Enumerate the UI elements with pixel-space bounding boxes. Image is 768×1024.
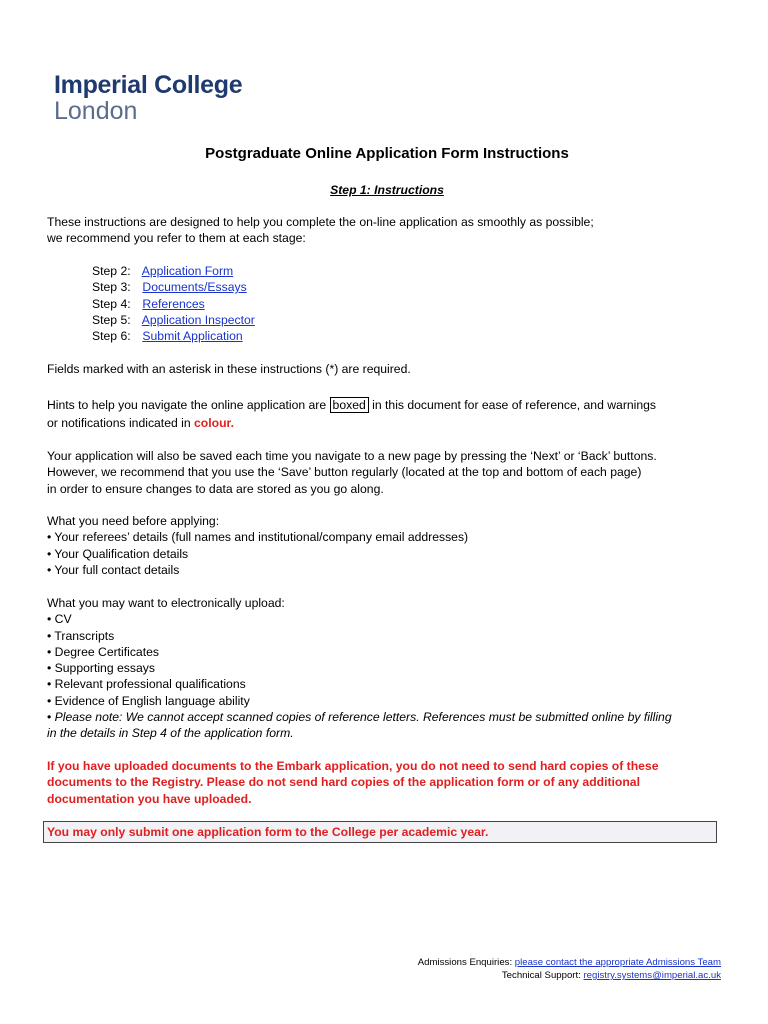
intro-line-1: These instructions are designed to help you complete the on-line application as smoothly as possible;: [47, 215, 594, 229]
step-row: [92, 263, 255, 279]
hints-text-before: Hints to help you navigate the online application are: [47, 398, 330, 412]
list-item: • CV: [47, 612, 72, 627]
upload-section: [47, 595, 727, 742]
list-item: [47, 709, 727, 725]
list-item: • Your full contact details: [47, 562, 180, 577]
hard-copies-warning: [47, 758, 727, 807]
step-row: [92, 296, 255, 312]
upload-heading: What you may want to electronically upload:: [47, 596, 285, 610]
footer-contacts: [418, 956, 721, 982]
need-before-heading: What you need before applying:: [47, 514, 220, 528]
colour-example: colour.: [194, 416, 234, 431]
warning-line-3: documentation you have uploaded.: [47, 791, 252, 806]
hints-line-1: [47, 397, 727, 413]
note-bullet: •: [47, 710, 55, 725]
application-form-link[interactable]: Application Form: [141, 264, 234, 278]
page-title: Postgraduate Online Application Form Instructions: [205, 145, 569, 162]
enquiries-row: [418, 956, 721, 969]
required-fields-note: Fields marked with an asterisk in these instructions (*) are required.: [47, 362, 411, 376]
hints-line-2-text: or notifications indicated in: [47, 416, 195, 431]
step-label: Step 2:: [92, 264, 131, 278]
logo-line-2: London: [54, 97, 138, 125]
documents-essays-link[interactable]: Documents/Essays: [142, 280, 247, 295]
list-item: • Relevant professional qualifications: [47, 677, 246, 692]
step-label: Step 4:: [92, 296, 131, 311]
boxed-example: boxed: [330, 397, 369, 413]
scanned-references-note-cont: in the details in Step 4 of the application form.: [47, 726, 294, 741]
logo-line-1: Imperial College: [54, 71, 243, 99]
list-item: • Degree Certificates: [47, 644, 159, 659]
support-email-link[interactable]: registry.systems@imperial.ac.uk: [583, 970, 721, 981]
intro-line-2: we recommend you refer to them at each stage:: [47, 231, 306, 246]
warning-line-2: documents to the Registry. Please do not send hard copies of the application form or of any additional: [47, 775, 640, 790]
step-row: [92, 328, 255, 344]
save-line-2: However, we recommend that you use the ‘Save’ button regularly (located at the top and bottom of each page): [47, 465, 642, 480]
list-item: • Transcripts: [47, 628, 115, 643]
application-inspector-link[interactable]: Application Inspector: [141, 312, 255, 327]
imperial-college-logo: [54, 72, 242, 124]
enquiries-label: Admissions Enquiries:: [417, 957, 515, 968]
scanned-references-note: Please note: We cannot accept scanned copies of reference letters. References must be submitted online by filling: [54, 710, 672, 725]
hints-text-after: in this document for ease of reference, and warnings: [368, 398, 657, 412]
save-line-1: Your application will also be saved each time you navigate to a new page by pressing the ‘Next’ or ‘Back’ buttons.: [47, 449, 657, 463]
list-item: • Your referees’ details (full names and institutional/company email addresses): [47, 530, 469, 545]
warning-line-1: If you have uploaded documents to the Embark application, you do not need to send hard copies of these: [47, 759, 659, 773]
support-label: Technical Support:: [501, 970, 584, 981]
list-item: • Supporting essays: [47, 661, 155, 676]
hints-paragraph: [47, 397, 727, 432]
step-label: Step 5:: [92, 312, 131, 327]
save-paragraph: [47, 448, 727, 497]
list-item: • Evidence of English language ability: [47, 693, 250, 708]
list-item: • Your Qualification details: [47, 546, 189, 561]
step-label: Step 6:: [92, 329, 131, 344]
page-subtitle: Step 1: Instructions: [330, 183, 444, 197]
admissions-team-link[interactable]: please contact the appropriate Admissions Team: [514, 957, 721, 968]
references-link[interactable]: References: [142, 296, 205, 311]
support-row: [418, 969, 721, 982]
submit-application-link[interactable]: Submit Application: [142, 329, 243, 344]
step-label: Step 3:: [92, 280, 131, 295]
one-application-notice: You may only submit one application form to the College per academic year.: [43, 821, 717, 843]
intro-paragraph: [47, 214, 727, 247]
step-row: [92, 279, 255, 295]
need-before-section: [47, 513, 727, 578]
hints-line-2: [47, 415, 727, 431]
save-line-3: in order to ensure changes to data are stored as you go along.: [47, 481, 384, 496]
steps-list: [92, 263, 255, 344]
step-row: [92, 312, 255, 328]
